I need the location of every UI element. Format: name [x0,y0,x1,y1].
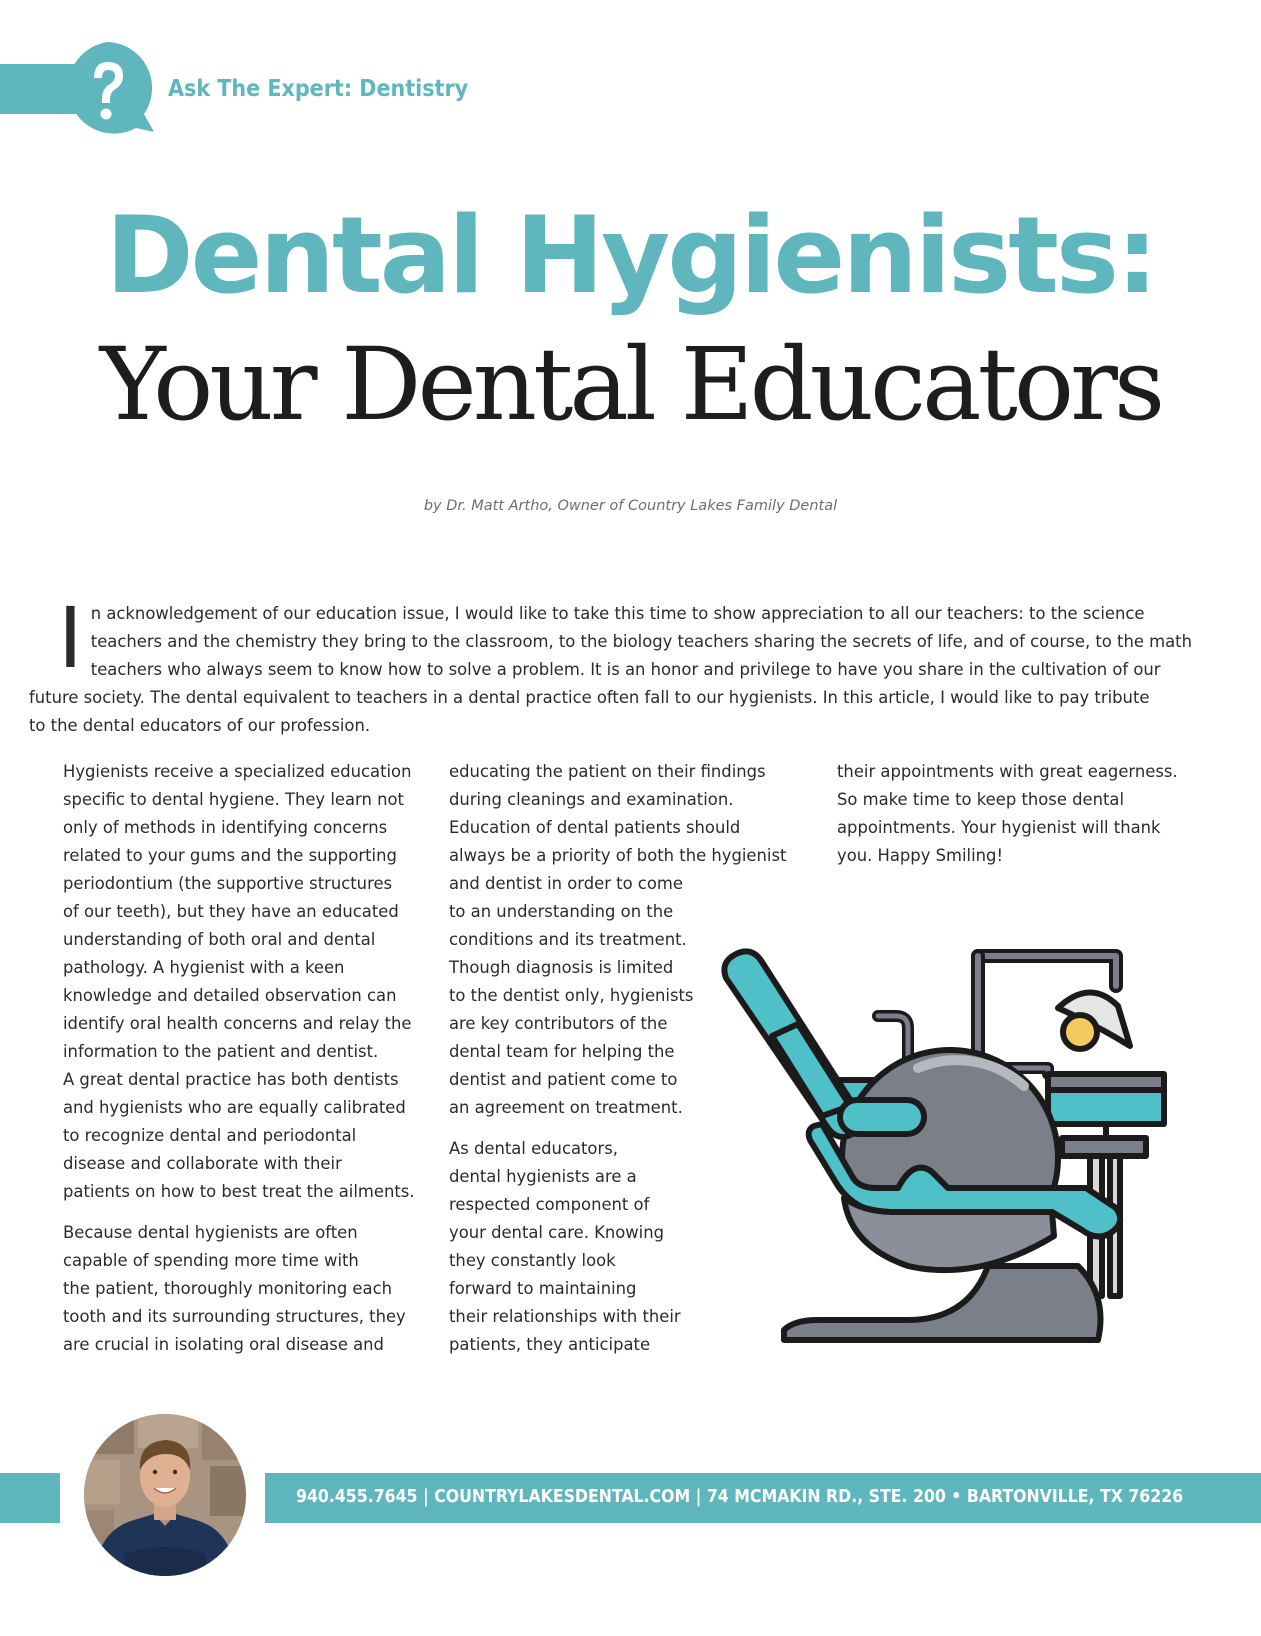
column-1 [63,758,433,1372]
text-line: dental team for helping the [449,1042,675,1061]
section-kicker: Ask The Expert: Dentistry [168,76,469,102]
text-line: their appointments with great eagerness. [837,762,1178,781]
intro-line: n acknowledgement of our education issue, I would like to take this time to show appreciation to all our teachers: to the science [90,604,1145,623]
intro-line: teachers and the chemistry they bring to the classroom, to the biology teachers sharing the secrets of life, and of course, to the math [90,632,1192,651]
text-line: pathology. A hygienist with a keen [63,958,345,977]
contact-info: 940.455.7645 | COUNTRYLAKESDENTAL.COM | 74 MCMAKIN RD., STE. 200 • BARTONVILLE, TX 76226 [296,1487,1184,1507]
text-line: tooth and its surrounding structures, they [63,1307,406,1326]
text-line: appointments. Your hygienist will thank [837,818,1161,837]
text-line: specific to dental hygiene. They learn not [63,790,404,809]
text-line: knowledge and detailed observation can [63,986,397,1005]
intro-line: teachers who always seem to know how to solve a problem. It is an honor and privilege to have you share in the cultivation of our [90,660,1161,679]
intro-paragraph [29,589,1206,740]
question-bubble-icon [58,40,158,140]
dental-chair-illustration [718,936,1198,1348]
paragraph [837,758,1207,870]
drop-cap: I [58,589,83,687]
text-line: understanding of both oral and dental [63,930,376,949]
text-line: dentist and patient come to [449,1070,678,1089]
text-line: patients, they anticipate [449,1335,651,1354]
text-line: to recognize dental and periodontal [63,1126,357,1145]
text-line: of our teeth), but they have an educated [63,902,399,921]
text-line: As dental educators, [449,1139,618,1158]
text-line: dental hygienists are a [449,1167,637,1186]
text-line: patients on how to best treat the ailments. [63,1182,415,1201]
text-line: their relationships with their [449,1307,681,1326]
text-line: educating the patient on their findings [449,762,766,781]
author-avatar [84,1414,246,1576]
text-line: only of methods in identifying concerns [63,818,388,837]
text-line: Because dental hygienists are often [63,1223,358,1242]
text-line: are crucial in isolating oral disease and [63,1335,384,1354]
text-line: and hygienists who are equally calibrated [63,1098,406,1117]
byline: by Dr. Matt Artho, Owner of Country Lakes Family Dental [423,498,838,514]
text-line: Hygienists receive a specialized education [63,762,412,781]
text-line: and dentist in order to come [449,874,683,893]
intro-lines [29,589,1206,740]
text-line: to an understanding on the [449,902,674,921]
text-line: capable of spending more time with [63,1251,359,1270]
paragraph [63,1219,433,1359]
text-line: information to the patient and dentist. [63,1042,379,1061]
text-line: an agreement on treatment. [449,1098,683,1117]
text-line: So make time to keep those dental [837,790,1125,809]
text-line: disease and collaborate with their [63,1154,342,1173]
text-line: the patient, thoroughly monitoring each [63,1279,392,1298]
intro-line: to the dental educators of our profession. [29,716,371,735]
text-line: are key contributors of the [449,1014,668,1033]
text-line: forward to maintaining [449,1279,637,1298]
paragraph [63,758,433,1206]
article-subtitle: Your Dental Educators [99,326,1162,443]
intro-line: future society. The dental equivalent to teachers in a dental practice often fall to our hygienists. In this article, I would like to pay tribute [29,688,1150,707]
footer-accent-bar-left [0,1473,60,1523]
text-line: related to your gums and the supporting [63,846,397,865]
text-line: you. Happy Smiling! [837,846,1004,865]
column-3 [837,758,1207,883]
text-line: during cleanings and examination. [449,790,734,809]
text-line: your dental care. Knowing [449,1223,665,1242]
text-line: periodontium (the supportive structures [63,874,393,893]
text-line: identify oral health concerns and relay the [63,1014,412,1033]
text-line: Education of dental patients should [449,818,741,837]
text-line: to the dentist only, hygienists [449,986,694,1005]
text-line: respected component of [449,1195,650,1214]
text-line: conditions and its treatment. [449,930,687,949]
text-line: Though diagnosis is limited [449,958,674,977]
article-title: Dental Hygienists: [105,194,1156,317]
text-line: they constantly look [449,1251,616,1270]
text-line: A great dental practice has both dentists [63,1070,399,1089]
text-line: always be a priority of both the hygienist [449,846,787,865]
